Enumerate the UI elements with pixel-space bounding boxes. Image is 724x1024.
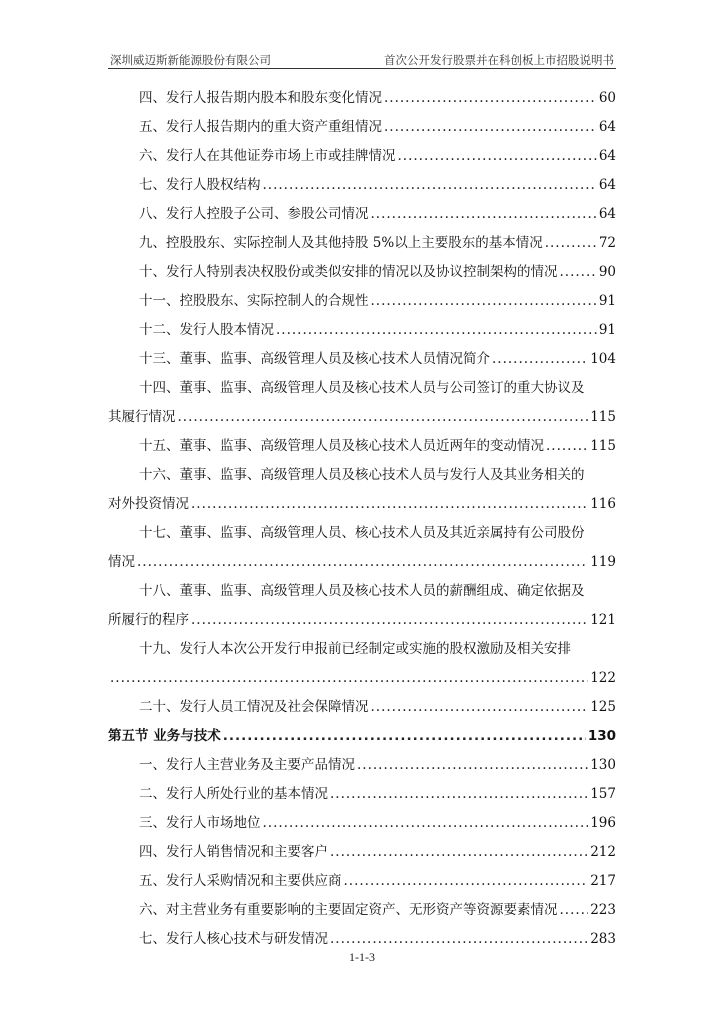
toc-entry[interactable]: 四、发行人报告期内股本和股东变化情况 ..... 60 bbox=[108, 84, 616, 113]
page-number: 1-1-3 bbox=[349, 950, 375, 964]
toc-entry-line1[interactable]: 十七、董事、监事、高级管理人员、核心技术人员及其近亲属持有公司股份 bbox=[139, 525, 585, 541]
toc-entry[interactable]: 九、控股股东、实际控制人及其他持股 5%以上主要股东的基本情况 ..... 72 bbox=[108, 229, 616, 258]
toc-entry[interactable]: 一、发行人主营业务及主要产品情况 ..... 130 bbox=[108, 751, 616, 780]
header-company: 深圳威迈斯新能源股份有限公司 bbox=[110, 53, 271, 67]
table-of-contents bbox=[108, 84, 616, 954]
toc-entry[interactable]: 其履行情况 ..... 115 bbox=[108, 403, 616, 432]
toc-entry[interactable]: 七、发行人核心技术与研发情况 ..... 283 bbox=[108, 925, 616, 954]
toc-entry-line1[interactable]: 十八、董事、监事、高级管理人员及核心技术人员的薪酬组成、确定依据及 bbox=[139, 583, 585, 599]
toc-entry[interactable]: 十五、董事、监事、高级管理人员及核心技术人员近两年的变动情况 ..... 115 bbox=[108, 432, 616, 461]
toc-section-heading[interactable]: 第五节 业务与技术 ..... 130 bbox=[108, 722, 616, 751]
toc-entry[interactable]: 五、发行人报告期内的重大资产重组情况 ..... 64 bbox=[108, 113, 616, 142]
page-header bbox=[108, 50, 616, 69]
toc-entry[interactable]: 四、发行人销售情况和主要客户 ..... 212 bbox=[108, 838, 616, 867]
toc-entry[interactable]: 八、发行人控股子公司、参股公司情况 ..... 64 bbox=[108, 200, 616, 229]
toc-entry[interactable]: 对外投资情况 ..... 116 bbox=[108, 490, 616, 519]
toc-entry[interactable]: 二十、发行人员工情况及社会保障情况 ..... 125 bbox=[108, 693, 616, 722]
toc-entry[interactable]: 十一、控股股东、实际控制人的合规性 ..... 91 bbox=[108, 287, 616, 316]
toc-entry[interactable]: 十、发行人特别表决权股份或类似安排的情况以及协议控制架构的情况 ..... 90 bbox=[108, 258, 616, 287]
toc-entry-line1[interactable]: 十六、董事、监事、高级管理人员及核心技术人员与发行人及其业务相关的 bbox=[139, 467, 585, 483]
toc-entry[interactable]: 二、发行人所处行业的基本情况 ..... 157 bbox=[108, 780, 616, 809]
toc-entry[interactable]: 七、发行人股权结构 ..... 64 bbox=[108, 171, 616, 200]
toc-entry[interactable]: 十二、发行人股本情况 ..... 91 bbox=[108, 316, 616, 345]
header-doc-title: 首次公开发行股票并在科创板上市招股说明书 bbox=[384, 53, 614, 67]
toc-entry[interactable]: 十三、董事、监事、高级管理人员及核心技术人员情况简介 ..... 104 bbox=[108, 345, 616, 374]
toc-entry[interactable]: ..... 122 bbox=[108, 664, 616, 693]
toc-entry-line1[interactable]: 十四、董事、监事、高级管理人员及核心技术人员与公司签订的重大协议及 bbox=[139, 380, 585, 396]
toc-entry[interactable]: 所履行的程序 ..... 121 bbox=[108, 606, 616, 635]
toc-entry[interactable]: 五、发行人采购情况和主要供应商 ..... 217 bbox=[108, 867, 616, 896]
toc-entry[interactable]: 六、发行人在其他证券市场上市或挂牌情况 ..... 64 bbox=[108, 142, 616, 171]
toc-entry[interactable]: 三、发行人市场地位 ..... 196 bbox=[108, 809, 616, 838]
toc-entry-line1[interactable]: 十九、发行人本次公开发行申报前已经制定或实施的股权激励及相关安排 bbox=[139, 641, 571, 657]
toc-entry[interactable]: 情况 ..... 119 bbox=[108, 548, 616, 577]
toc-entry[interactable]: 六、对主营业务有重要影响的主要固定资产、无形资产等资源要素情况 ..... 223 bbox=[108, 896, 616, 925]
